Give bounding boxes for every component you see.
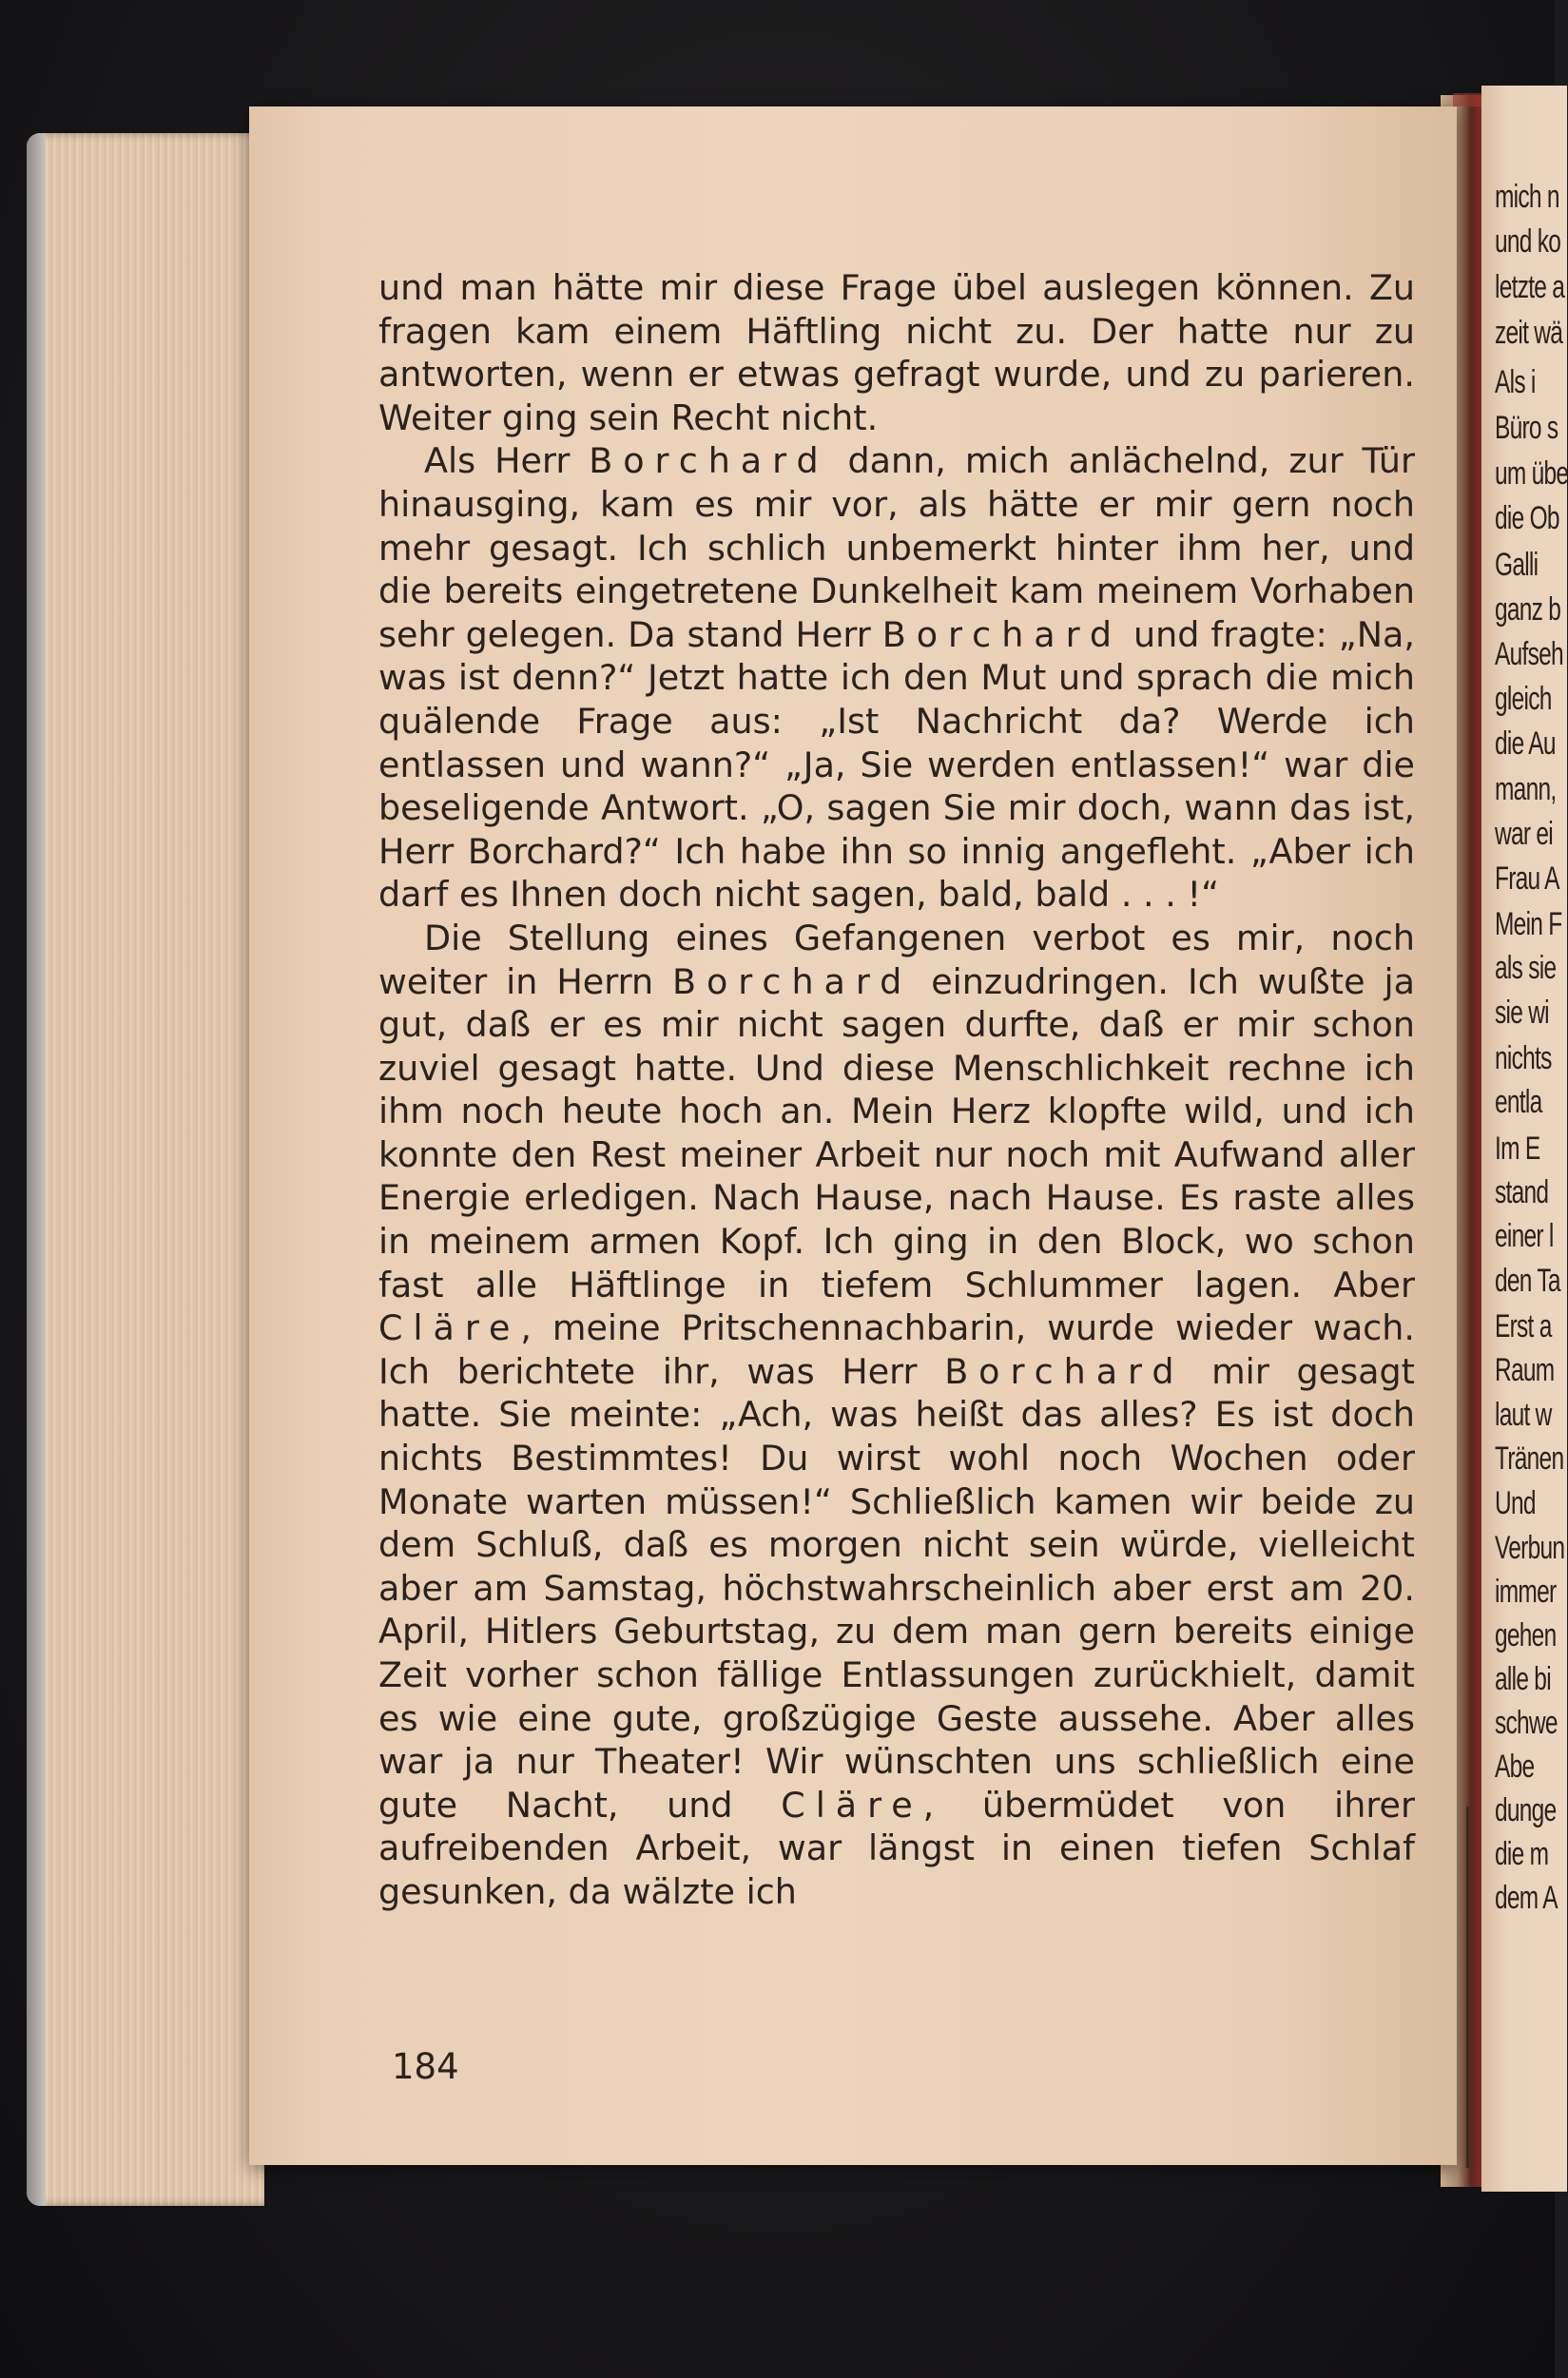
facing-page-line: die m xyxy=(1495,1836,1549,1872)
facing-page-line: entla xyxy=(1495,1084,1542,1120)
facing-page-line: die Au xyxy=(1495,725,1556,762)
facing-page-line: immer xyxy=(1495,1574,1557,1610)
facing-page-line: mann, xyxy=(1495,771,1557,807)
facing-page-line: alle bi xyxy=(1495,1661,1551,1697)
page-number: 184 xyxy=(392,2046,459,2087)
facing-page-line: und ko xyxy=(1495,223,1561,260)
paragraph xyxy=(378,439,1415,917)
facing-page-line: Abe xyxy=(1495,1749,1535,1785)
spaced-name: Borchard xyxy=(944,1350,1185,1392)
spaced-name: Borchard xyxy=(672,960,913,1002)
facing-page-line: um übe xyxy=(1495,455,1568,492)
facing-page-line: gehen xyxy=(1495,1617,1557,1653)
text-run: einzudringen. Ich wußte ja gut, daß er es mir nicht sagen durfte, daß er mir schon zuviel gesagt hatte. Und diese Menschlichkeit rechne ich ihm noch heute hoch an. Mein Herz klopfte wild, und ich konnte den Rest meiner Arbeit nur noch mit Aufwand aller Energie erledigen. Nach Hause, nach Hause. Es raste alles in meinem armen Kopf. Ich ging in den Block, wo schon fast alle Häftlinge in tiefem Schlummer lagen. Aber xyxy=(378,960,1415,1305)
paragraph xyxy=(378,917,1415,1914)
spaced-name: Borchard xyxy=(881,613,1123,655)
text-run: dann, mich anlächelnd, zur Tür hinausging, kam es mir vor, als hätte er mir gern noch mehr gesagt. Ich schlich unbemerkt hinter ihm her, und die bereits eingetretene Dunkelheit kam meinem Vorhaben sehr gelegen. Da stand Herr xyxy=(378,440,1415,655)
spaced-name: Cläre xyxy=(378,1307,521,1349)
spine-crease xyxy=(1466,1807,1469,2168)
page-edges xyxy=(27,133,264,2206)
facing-page-line: den Ta xyxy=(1495,1263,1560,1299)
facing-page-line: Und xyxy=(1495,1485,1536,1521)
facing-page-line: Frau A xyxy=(1495,860,1559,897)
text-run: und fragte: „Na, was ist denn?“ Jetzt hatte ich den Mut und sprach die mich quälende Frage aus: „Ist Nachricht da? Werde ich entlassen und wann?“ „Ja, Sie werden entlassen!“ war die beseligende Antwort. „O, sagen Sie mir doch, wann das ist, Herr Borchard?“ Ich habe ihn so innig angefleht. „Aber ich darf es Ihnen doch nicht sagen, bald, bald . . . !“ xyxy=(378,613,1415,916)
facing-page-line: ganz b xyxy=(1495,591,1561,628)
spaced-name: Cläre xyxy=(781,1784,923,1826)
facing-page-line: Im E xyxy=(1495,1131,1540,1167)
facing-page xyxy=(1481,86,1567,2192)
text-run: und man hätte mir diese Frage übel auslegen können. Zu fragen kam einem Häftling nicht zu. Der hatte nur zu antworten, wenn er etwas gefragt wurde, und zu parieren. Weiter ging sein Recht nicht. xyxy=(378,267,1415,438)
facing-page-line: nichts xyxy=(1495,1040,1552,1076)
facing-page-line: Galli xyxy=(1495,547,1539,583)
facing-page-line: dunge xyxy=(1495,1792,1557,1828)
facing-page-line: war ei xyxy=(1495,816,1553,852)
facing-page-line: letzte a xyxy=(1495,269,1565,305)
facing-page-line: einer l xyxy=(1495,1218,1554,1254)
facing-page-line: schwe xyxy=(1495,1705,1558,1741)
text-run: Die Stellung eines Gefangenen verbot es mir, noch weiter in Herrn xyxy=(378,917,1415,1002)
facing-page-line: Raum xyxy=(1495,1352,1555,1388)
text-run: , meine Pritschennachbarin, wurde wieder wach. Ich berichtete ihr, was Herr xyxy=(378,1307,1415,1392)
facing-page-line: Erst a xyxy=(1495,1308,1552,1344)
facing-page-line: Verbun xyxy=(1495,1530,1565,1566)
facing-page-line: Büro s xyxy=(1495,410,1558,446)
facing-page-line: als sie xyxy=(1495,950,1557,986)
facing-page-line: die Ob xyxy=(1495,500,1559,536)
facing-page-line: zeit wä xyxy=(1495,315,1563,351)
page-body-text xyxy=(378,266,1415,1914)
text-run: Als Herr xyxy=(424,440,590,482)
facing-page-line: dem A xyxy=(1495,1880,1558,1916)
facing-page-line: Aufseh xyxy=(1495,636,1563,672)
paragraph xyxy=(378,266,1415,439)
facing-page-line: mich n xyxy=(1495,179,1559,215)
facing-page-line: stand xyxy=(1495,1174,1549,1210)
text-run: , übermüdet von ihrer aufreibenden Arbeit, war längst in einen tiefen Schlaf gesunken, da wälzte ich xyxy=(378,1784,1415,1912)
text-run: mir gesagt hatte. Sie meinte: „Ach, was heißt das alles? Es ist doch nichts Bestimmtes! Du wirst wohl noch Wochen oder Monate warten müssen!“ Schließlich kamen wir beide zu dem Schluß, daß es morgen nicht sein würde, vielleicht aber am Samstag, höchstwahrscheinlich aber erst am 20. April, Hitlers Geburtstag, zu dem man gern bereits einige Zeit vorher schon fällige Entlassungen zurückhielt, damit es wie eine gute, großzügige Geste aussehe. Aber alles war ja nur Theater! Wir wünschten uns schließlich eine gute Nacht, und xyxy=(378,1350,1415,1826)
facing-page-line: Tränen xyxy=(1495,1440,1564,1477)
facing-page-line: Mein F xyxy=(1495,906,1562,942)
facing-page-line: laut w xyxy=(1495,1397,1552,1433)
facing-page-line: Als i xyxy=(1495,364,1536,400)
facing-page-line: gleich xyxy=(1495,681,1552,717)
spaced-name: Borchard xyxy=(589,440,829,482)
facing-page-line: sie wi xyxy=(1495,995,1549,1031)
page-edges-shadow xyxy=(27,133,46,2206)
